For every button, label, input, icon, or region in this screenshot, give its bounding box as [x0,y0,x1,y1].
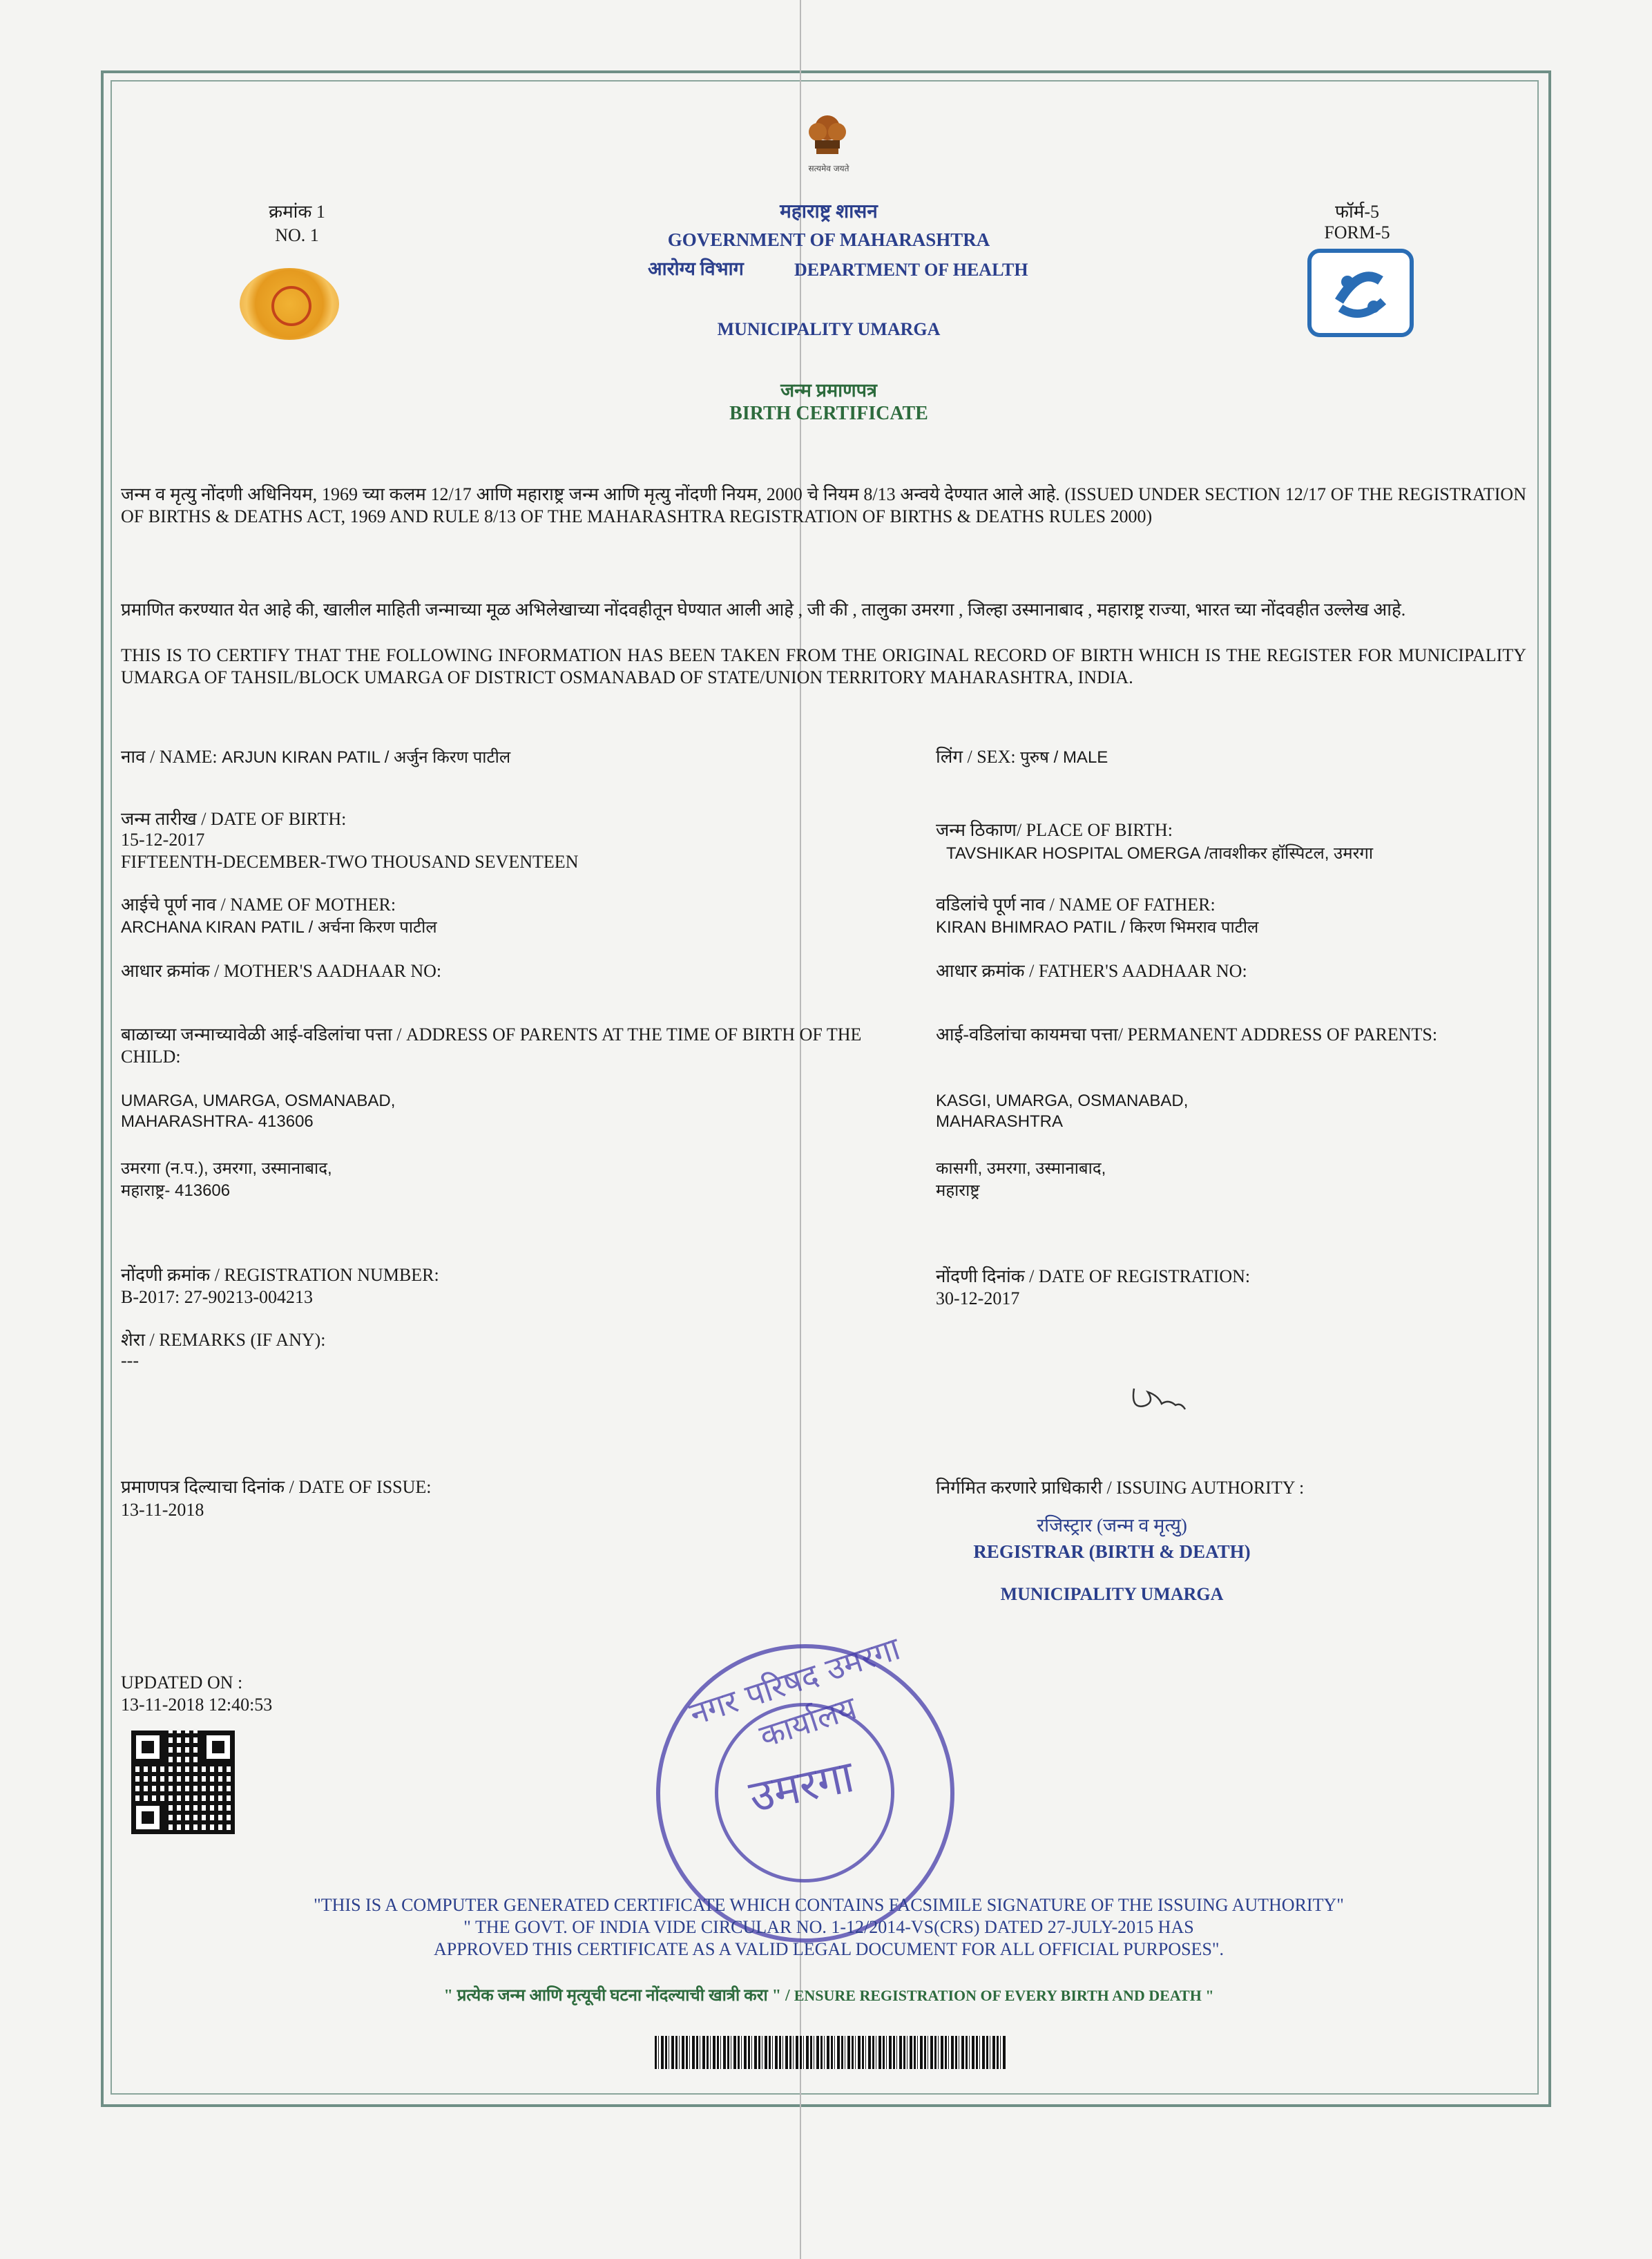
father-aadhaar-label: आधार क्रमांक / FATHER'S AADHAAR NO: [936,961,1247,981]
stamp-ring-text: नगर परिषद उमरगा कार्यालय [684,1629,905,1755]
government-marathi: महाराष्ट्र शासन [780,201,878,222]
circular-note: " THE GOVT. OF INDIA VIDE CIRCULAR NO. 1-12/2014-VS(CRS) DATED 27-JULY-2015 HAS [463,1917,1194,1937]
stamp-center-text: उमरगा [745,1751,858,1823]
department-marathi: आरोग्य विभाग [648,258,744,279]
dob-label: जन्म तारीख / DATE OF BIRTH: [121,809,347,829]
certificate-title-marathi: जन्म प्रमाणपत्र [780,380,877,401]
issue-date-label: प्रमाणपत्र दिल्याचा दिनांक / DATE OF ISSUE: [121,1477,432,1497]
mother-name-value: ARCHANA KIRAN PATIL / अर्चना किरण पाटील [121,918,437,937]
registration-date-label: नोंदणी दिनांक / DATE OF REGISTRATION: [936,1266,1251,1286]
birth-address-label: बाळाच्या जन्माच्यावेळी आई-वडिलांचा पत्ता / ADDRESS OF PARENTS AT THE TIME OF BIRTH OF THE CHILD: [121,1024,862,1067]
certification-text-marathi: प्रमाणित करण्यात येत आहे की, खालील माहिती जन्माच्या मूळ अभिलेखाच्या नोंदवहीतून घेण्यात आली आहे , जी की , तालुका उमरगा , जिल्हा उस्मानाबाद , महाराष्ट्र राज्या, भारत च्या नोंदवहीत उल्लेख आहे. [121,600,1406,620]
birth-address-mr-line1: उमरगा (न.प.), उमरगा, उस्मानाबाद, [121,1159,332,1178]
health-department-logo-icon [1307,249,1414,337]
department-english: DEPARTMENT OF HEALTH [794,260,1028,280]
serial-number-marathi: क्रमांक 1 [269,202,325,222]
serial-number-english: NO. 1 [275,225,319,245]
father-name-value: KIRAN BHIMRAO PATIL / किरण भिमराव पाटील [936,918,1259,937]
permanent-address-mr-line2: महाराष्ट्र [936,1181,980,1200]
birth-address-en-line1: UMARGA, UMARGA, OSMANABAD, [121,1092,396,1110]
birth-address-mr-line2: महाराष्ट्र- 413606 [121,1181,231,1200]
issue-date-value: 13-11-2018 [121,1500,204,1520]
mother-aadhaar-label: आधार क्रमांक / MOTHER'S AADHAAR NO: [121,961,442,981]
permanent-address-mr-line1: कासगी, उमरगा, उस्मानाबाद, [936,1159,1106,1178]
dob-words: FIFTEENTH-DECEMBER-TWO THOUSAND SEVENTEEN [121,852,579,872]
slogan-english: ENSURE REGISTRATION OF EVERY BIRTH AND DEATH " [794,1987,1214,2004]
emblem-caption: सत्यमेव जयते [808,164,849,173]
certificate-title-english: BIRTH CERTIFICATE [729,403,928,424]
permanent-address-en-line1: KASGI, UMARGA, OSMANABAD, [936,1092,1189,1110]
form-number-english: FORM-5 [1324,222,1390,242]
name-label: नाव / NAME: [121,747,218,767]
registrar-title-english: REGISTRAR (BIRTH & DEATH) [973,1541,1251,1562]
government-english: GOVERNMENT OF MAHARASHTRA [667,229,990,250]
remarks-value: --- [121,1351,139,1371]
sex-field [936,746,1108,769]
registrar-municipality: MUNICIPALITY UMARGA [1000,1584,1224,1604]
issuing-authority-label: निर्गमित करणारे प्राधिकारी / ISSUING AUTHORITY : [936,1478,1305,1498]
legal-authority-text: जन्म व मृत्यु नोंदणी अधिनियम, 1969 च्या कलम 12/17 आणि महाराष्ट्र जन्म आणि मृत्यु नोंदणी नियम, 2000 चे नियम 8/13 अन्वये देण्यात आले आहे. (ISSUED UNDER SECTION 12/17 OF THE REGISTRATION OF BIRTHS & DEATHS ACT, 1969 AND RULE 8/13 OF THE MAHARASHTRA REGISTRATION OF BIRTHS & DEATHS RULES 2000) [121,484,1526,526]
registrar-title-marathi: रजिस्ट्रार (जन्म व मृत्यु) [1037,1515,1187,1536]
remarks-label: शेरा / REMARKS (IF ANY): [121,1330,326,1350]
name-field [121,746,510,769]
registrar-signature-icon [1127,1382,1189,1416]
form-number-marathi: फॉर्म-5 [1335,202,1379,222]
father-name-label: वडिलांचे पूर्ण नाव / NAME OF FATHER: [936,895,1216,915]
ashoka-emblem-icon [801,100,854,169]
dob-value: 15-12-2017 [121,830,205,850]
qr-code-icon [131,1731,235,1834]
computer-generated-note: "THIS IS A COMPUTER GENERATED CERTIFICATE WHICH CONTAINS FACSIMILE SIGNATURE OF THE ISSUING AUTHORITY" [314,1895,1344,1915]
updated-on-label: UPDATED ON : [121,1672,243,1693]
legal-validity-note: APPROVED THIS CERTIFICATE AS A VALID LEGAL DOCUMENT FOR ALL OFFICIAL PURPOSES". [433,1939,1224,1959]
pob-label: जन्म ठिकाण/ PLACE OF BIRTH: [936,820,1173,840]
registration-slogan [138,1985,1519,2007]
registration-number-value: B-2017: 27-90213-004213 [121,1287,314,1307]
certification-text-english: THIS IS TO CERTIFY THAT THE FOLLOWING INFORMATION HAS BEEN TAKEN FROM THE ORIGINAL RECORD OF BIRTH WHICH IS THE REGISTER FOR MUNICIPALITY UMARGA OF TAHSIL/BLOCK UMARGA OF DISTRICT OSMANABAD OF STATE/UNION TERRITORY MAHARASHTRA, INDIA. [121,645,1526,687]
name-value: ARJUN KIRAN PATIL / अर्जुन किरण पाटील [222,748,511,767]
slogan-marathi: " प्रत्येक जन्म आणि मृत्यूची घटना नोंदल्याची खात्री करा " / [443,1987,790,2005]
registration-number-label: नोंदणी क्रमांक / REGISTRATION NUMBER: [121,1265,439,1285]
sex-value: पुरुष / MALE [1020,748,1108,767]
sex-label: लिंग / SEX: [936,747,1016,767]
permanent-address-en-line2: MAHARASHTRA [936,1112,1064,1131]
mother-name-label: आईचे पूर्ण नाव / NAME OF MOTHER: [121,895,396,915]
pob-value: TAVSHIKAR HOSPITAL OMERGA /तावशीकर हॉस्पिटल, उमरगा [946,844,1374,863]
maharashtra-seal-icon [240,268,339,340]
permanent-address-label: आई-वडिलांचा कायमचा पत्ता/ PERMANENT ADDRESS OF PARENTS: [936,1024,1438,1045]
registration-date-value: 30-12-2017 [936,1288,1020,1308]
municipality-name: MUNICIPALITY UMARGA [717,319,941,339]
birth-address-en-line2: MAHARASHTRA- 413606 [121,1112,314,1131]
updated-on-value: 13-11-2018 12:40:53 [121,1695,273,1715]
barcode-icon [655,2036,1006,2069]
